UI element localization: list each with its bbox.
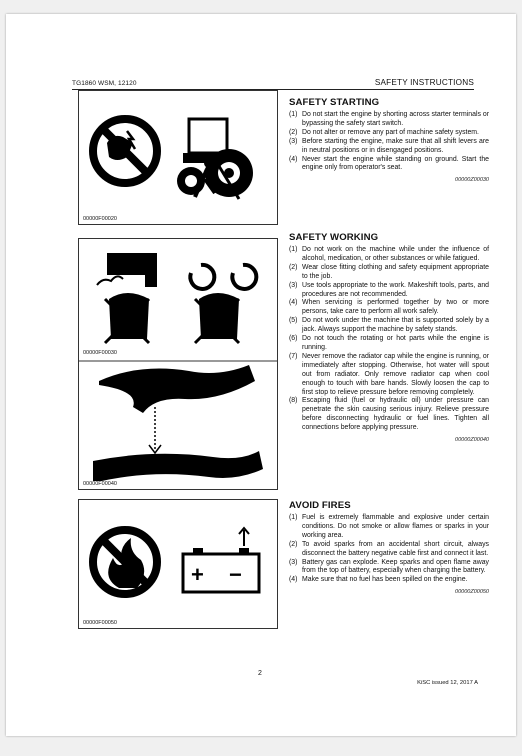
list-item: (1) Fuel is extremely flammable and explosive under certain conditions. Do not smoke or allow flames or sparks in your working area. xyxy=(289,514,489,539)
issued-note: KiSC issued 12, 2017 A xyxy=(417,680,478,686)
crossed-hand-left-icon xyxy=(105,293,149,343)
instruction-list xyxy=(289,246,489,433)
figure-safety-starting xyxy=(78,90,278,225)
list-item: (3) Use tools appropriate to the work. Makeshift tools, parts, and procedures are not recommended. xyxy=(289,281,489,298)
reference-code: 00000Z00030 xyxy=(455,177,489,184)
list-item: (7) Never remove the radiator cap while the engine is running, or immediately after stopping. Otherwise, hot water will spout out from radiator. Only remove radiator cap when cool enough to touch with bare hands. Slowly loosen the cap to first stop to relieve pressure before removing completely. xyxy=(289,352,489,396)
figure-code: 00000F00030 xyxy=(83,350,117,356)
list-item: (2) To avoid sparks from an accidental short circuit, always disconnect the battery negative cable first and connect it last. xyxy=(289,540,489,557)
figure-code: 00000F00040 xyxy=(83,481,117,487)
prohibition-icon xyxy=(93,119,157,183)
no-flame-icon xyxy=(93,530,157,594)
no-shorting-tractor-illustration xyxy=(79,91,277,224)
no-loose-clothing-icon xyxy=(97,253,157,287)
header-section-title: SAFETY INSTRUCTIONS xyxy=(374,78,474,87)
battery-plus-symbol: + xyxy=(191,562,204,587)
figure-code: 00000F00050 xyxy=(83,620,117,626)
section-title: AVOID FIRES xyxy=(289,500,351,511)
section-safety-starting xyxy=(289,97,489,183)
section-title: SAFETY STARTING xyxy=(289,97,380,108)
list-item: (3) Battery gas can explode. Keep sparks and open flame away from the top of battery, especially when charging the battery. xyxy=(289,558,489,575)
working-safety-illustration xyxy=(79,239,277,489)
list-item: (6) Do not touch the rotating or hot parts while the engine is running. xyxy=(289,335,489,351)
crossed-hand-right-icon xyxy=(195,293,239,343)
list-item: (1) Do not start the engine by shorting across starter terminals or bypassing the safety start switch. xyxy=(289,111,489,127)
figure-code: 00000F00020 xyxy=(83,216,117,222)
battery-icon xyxy=(183,528,259,592)
list-item: (2) Wear close fitting clothing and safety equipment appropriate to the job. xyxy=(289,263,489,280)
list-item: (5) Do not work under the machine that is supported solely by a jack. Always support the machine by safety stands. xyxy=(289,317,489,334)
no-fire-battery-illustration xyxy=(79,500,277,628)
section-safety-working xyxy=(289,232,489,443)
list-item: (4) Never start the engine while standing on ground. Start the engine only from operator's seat. xyxy=(289,155,489,172)
figure-safety-working xyxy=(78,238,278,490)
list-item: (4) Make sure that no fuel has been spilled on the engine. xyxy=(289,576,468,584)
battery-minus-symbol: − xyxy=(229,562,242,587)
list-item: (1) Do not work on the machine while under the influence of alcohol, medication, or other substances or while fatigued. xyxy=(289,246,489,262)
figure-avoid-fires xyxy=(78,499,278,629)
hand-pressure-icon xyxy=(93,365,263,483)
instruction-list xyxy=(289,514,489,585)
list-item: (2) Do not alter or remove any part of machine safety system. xyxy=(289,128,479,136)
reference-code: 00000Z00040 xyxy=(455,437,489,444)
list-item: (3) Before starting the engine, make sure that all shift levers are in neutral positions or in disengaged positions. xyxy=(289,137,489,154)
list-item: (8) Escaping fluid (fuel or hydraulic oil) under pressure can penetrate the skin causing serious injury. Relieve pressure before disconnecting hydraulic or fuel lines. Tighten all connections before applying pressure. xyxy=(289,397,489,432)
rotating-arrows-icon xyxy=(190,265,256,289)
list-item: (4) When servicing is performed together by two or more persons, take care to perform all work safely. xyxy=(289,299,489,316)
tractor-icon xyxy=(177,119,253,199)
instruction-list xyxy=(289,111,489,173)
reference-code: 00000Z00050 xyxy=(455,589,489,596)
section-avoid-fires xyxy=(289,500,489,595)
page-number: 2 xyxy=(258,670,262,677)
manual-page xyxy=(6,14,516,736)
section-title: SAFETY WORKING xyxy=(289,232,379,243)
header-model: TG1860 WSM, 12120 xyxy=(72,80,137,87)
